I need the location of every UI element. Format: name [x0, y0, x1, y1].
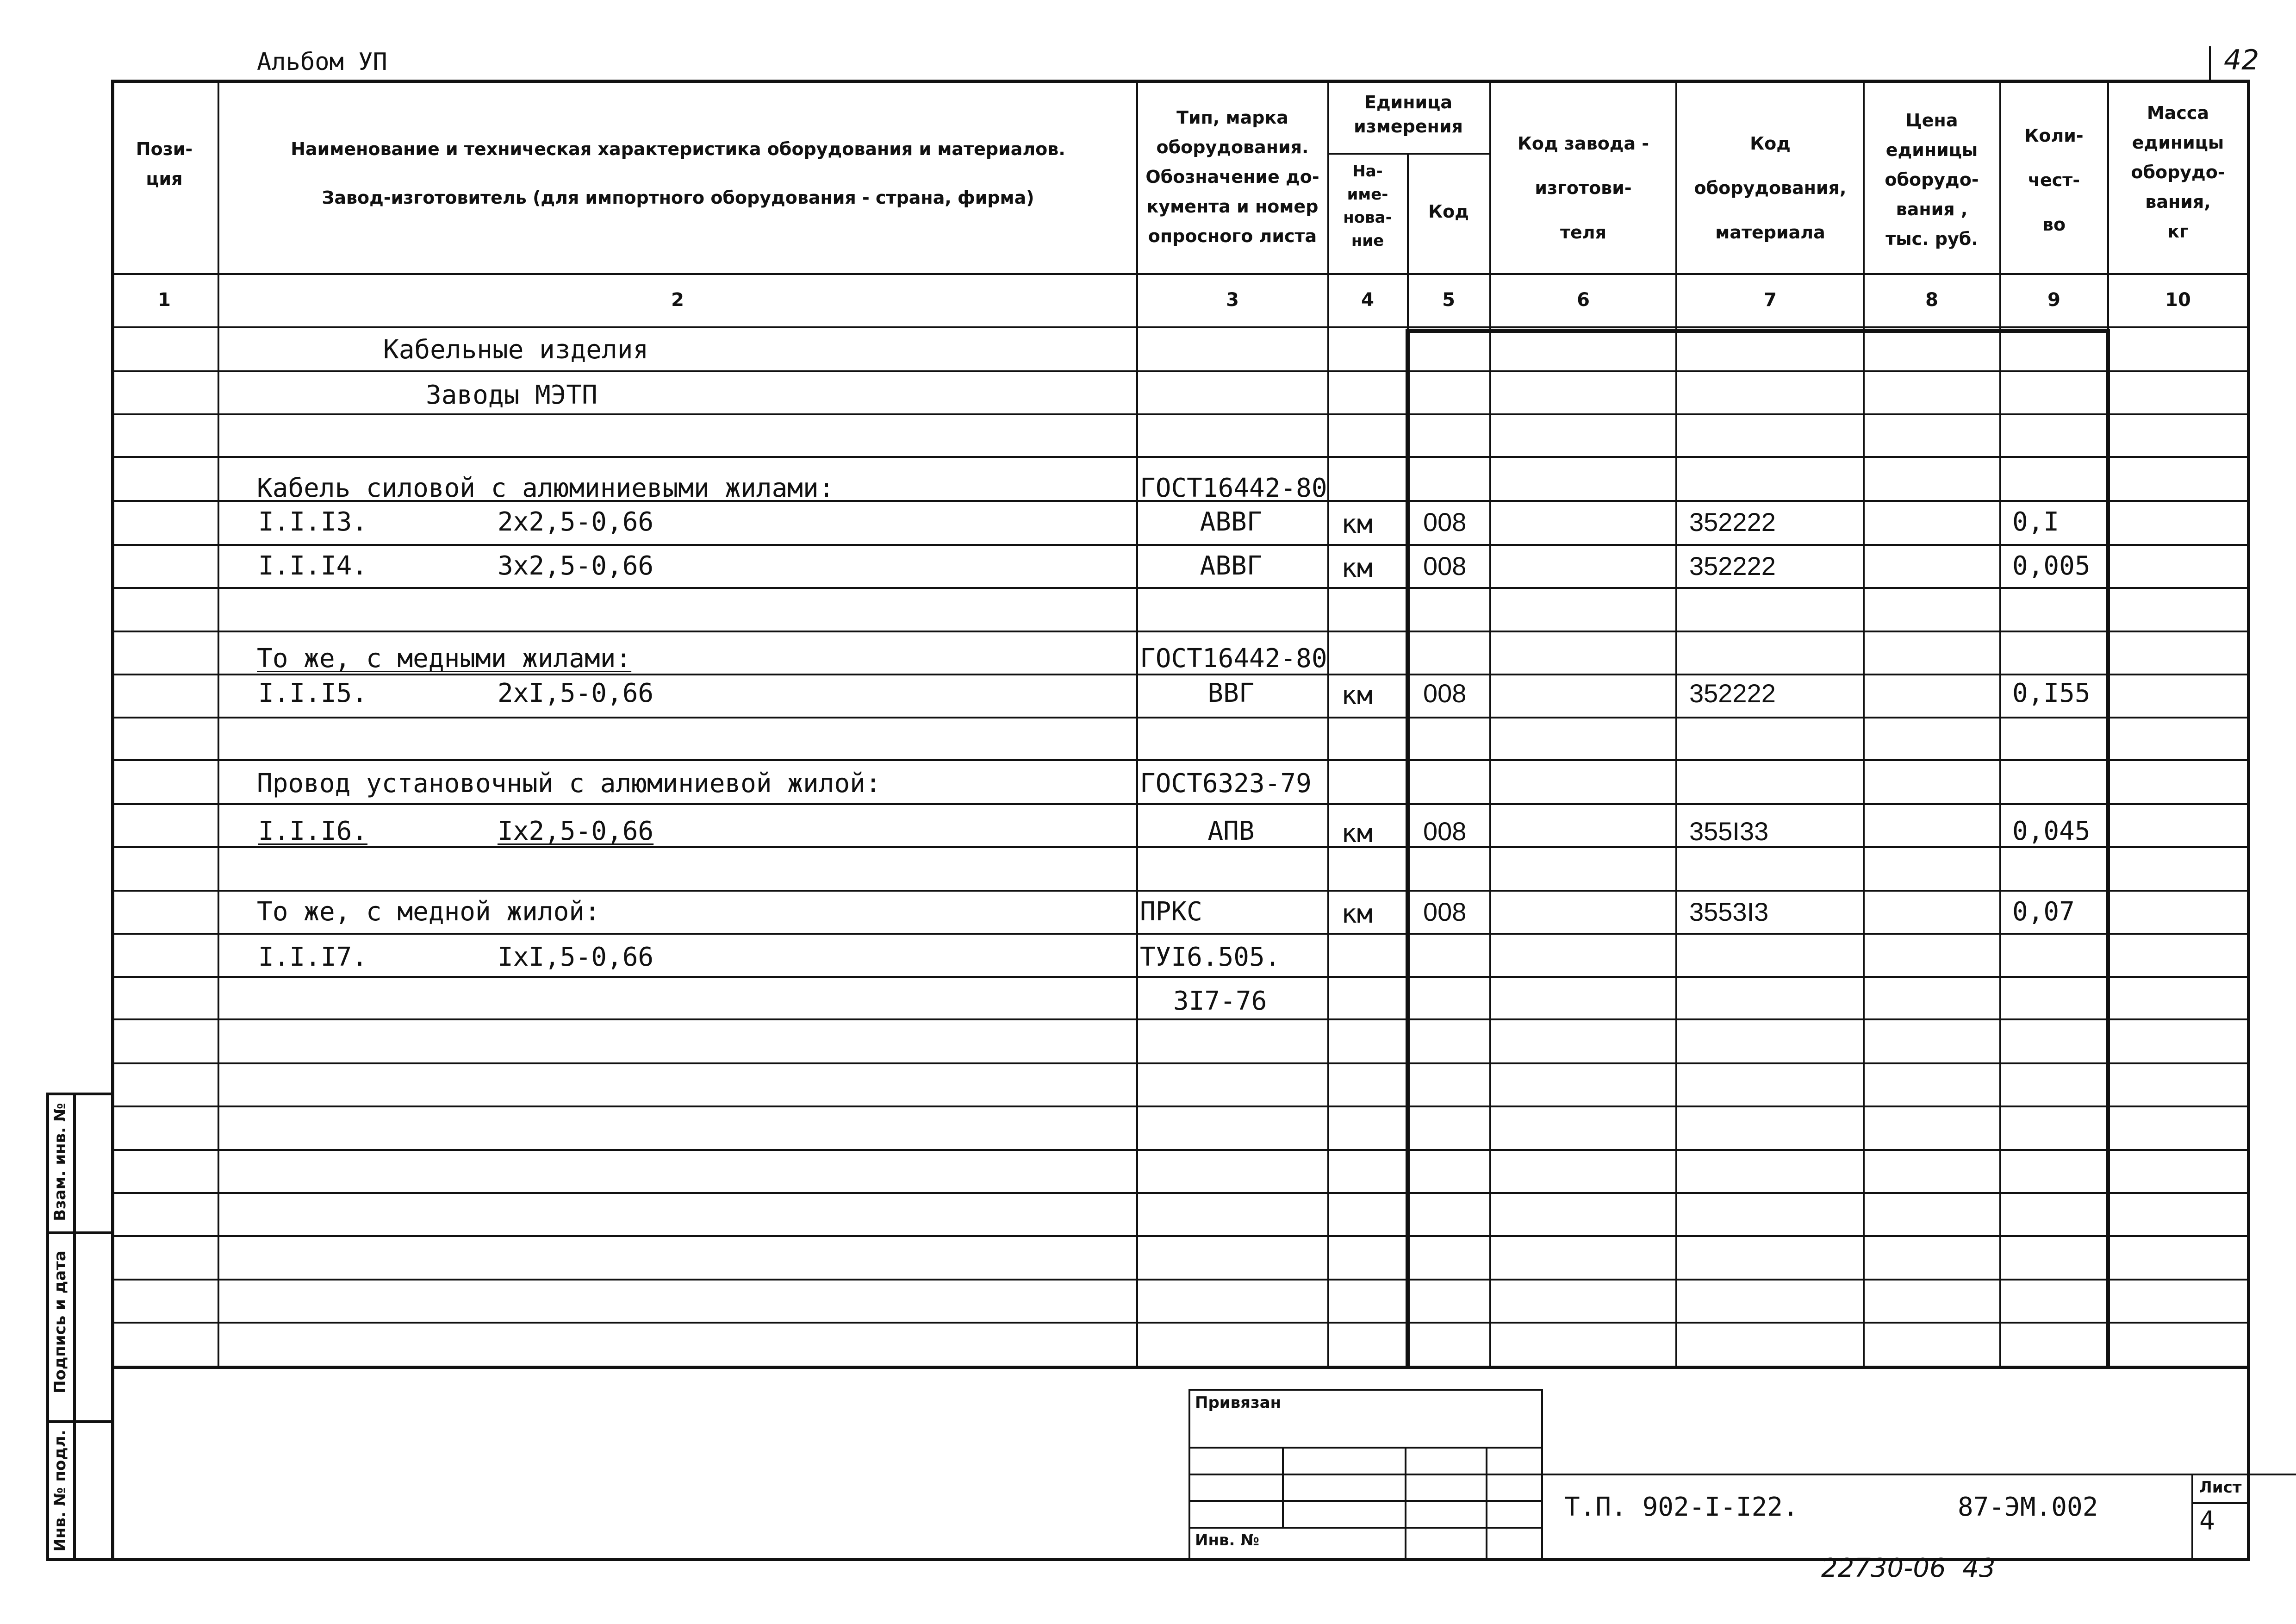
header-col8: Цена единицы оборудо- вания , тыс. руб. — [1885, 110, 1979, 249]
doc-ref: ГОСТ16442-80 — [1140, 643, 1327, 674]
equipment-code: 355I33 — [1689, 817, 1769, 846]
item-group-name: То же, с медной жилой: — [257, 897, 600, 927]
unit-code: 008 — [1423, 679, 1467, 708]
col-line-5 — [1489, 80, 1491, 1367]
unit: км — [1341, 509, 1373, 539]
footer-note: 22730-06 43 — [1821, 1553, 1996, 1583]
stamp-privyazan: Привязан — [1195, 1393, 1282, 1412]
frame-right — [2247, 80, 2250, 1559]
position: I.I.I6. — [258, 816, 368, 846]
equipment-code: 352222 — [1689, 507, 1776, 537]
position: I.I.I4. — [258, 551, 368, 581]
row-line — [111, 1018, 2249, 1020]
unit: км — [1341, 818, 1373, 849]
position: I.I.I3. — [258, 507, 368, 537]
colnum-10: 10 — [2165, 289, 2191, 311]
equipment-code: 352222 — [1689, 679, 1776, 708]
subsection-title: Заводы МЭТП — [426, 380, 597, 410]
colnum-4: 4 — [1361, 289, 1374, 311]
equipment-code: 3553I3 — [1689, 897, 1769, 926]
album-label: Альбом УП — [257, 48, 387, 76]
colnum-bottom-line — [111, 326, 2249, 328]
size-spec: 3х2,5-0,66 — [498, 551, 654, 581]
header-col10: Масса единицы оборудо- вания, кг — [2131, 103, 2225, 242]
header-col9: Коли- чест- во — [2024, 125, 2084, 235]
position: I.I.I5. — [258, 678, 368, 708]
col-line-2 — [1136, 80, 1138, 1367]
unit-code: 008 — [1423, 817, 1467, 846]
row-line — [111, 890, 2249, 892]
row-line — [111, 1192, 2249, 1194]
header-col3: Тип, марка оборудования. Обозначение до- кумента и номер опросного листа — [1145, 107, 1319, 246]
sidebar-outer-line — [46, 1093, 49, 1559]
colnum-9: 9 — [2047, 289, 2060, 311]
row-line — [111, 1106, 2249, 1107]
sheet-box-left — [2191, 1474, 2193, 1559]
header-col6: Код завода - изготови- теля — [1517, 133, 1649, 243]
doc-ref: ПРКС — [1140, 897, 1202, 927]
item-group-name: Кабель силовой с алюминиевыми жилами: — [257, 473, 834, 503]
row-line — [111, 1279, 2249, 1280]
equipment-code: 352222 — [1689, 551, 1776, 581]
row-line — [111, 370, 2249, 372]
stamp-col — [1282, 1447, 1284, 1527]
quantity: 0,I55 — [2012, 678, 2091, 708]
row-line — [111, 976, 2249, 978]
sheet-number: 4 — [2199, 1506, 2215, 1536]
row-line — [111, 759, 2249, 761]
sheet-label: Лист — [2199, 1478, 2242, 1497]
unit-code: 008 — [1423, 897, 1467, 926]
stamp-col — [1486, 1447, 1487, 1559]
section-title: Кабельные изделия — [383, 335, 649, 365]
quantity: 0,07 — [2012, 897, 2075, 927]
sidebar-sep-1 — [46, 1231, 112, 1234]
row-line — [111, 717, 2249, 718]
header-col7: Код оборудования, материала — [1694, 133, 1847, 243]
sidebar-inv-label: Инв. № подл. — [51, 1430, 69, 1552]
quantity: 0,045 — [2012, 816, 2091, 846]
size-spec: IхI,5-0,66 — [498, 942, 654, 972]
type-mark: ВВГ — [1207, 678, 1255, 708]
col-line-6 — [1675, 80, 1677, 1367]
sidebar-podpis-label: Подпись и дата — [51, 1250, 69, 1393]
header-col1: Пози- ция — [136, 139, 193, 189]
page-number: 42 — [2224, 44, 2259, 76]
row-line — [111, 1322, 2249, 1324]
row-line — [111, 1062, 2249, 1064]
unit-code: 008 — [1423, 551, 1467, 581]
item-group-name: То же, с медными жилами: — [257, 643, 632, 674]
row-line — [111, 631, 2249, 632]
thick-block-top — [1406, 329, 2110, 333]
stamp-line — [1188, 1474, 2296, 1475]
doc-ref: 3I7-76 — [1173, 986, 1267, 1016]
unit: км — [1341, 553, 1373, 583]
colnum-1: 1 — [158, 289, 171, 311]
colnum-2: 2 — [671, 289, 684, 311]
page-number-mark — [2209, 46, 2211, 81]
size-spec: Iх2,5-0,66 — [498, 816, 654, 846]
colnum-5: 5 — [1442, 289, 1455, 311]
row-line — [111, 1149, 2249, 1151]
type-mark: АВВГ — [1200, 551, 1263, 581]
stamp-col — [1405, 1447, 1406, 1559]
sidebar-inner-line — [73, 1093, 76, 1559]
unit: км — [1341, 681, 1373, 711]
row-line — [111, 544, 2249, 546]
row-line — [111, 1235, 2249, 1237]
row-line — [111, 413, 2249, 415]
doc-ref: ГОСТ16442-80 — [1140, 473, 1327, 503]
type-mark: АПВ — [1207, 816, 1255, 846]
frame-top — [111, 80, 2249, 83]
stamp-top — [1188, 1389, 1541, 1391]
row-line — [111, 674, 2249, 675]
col-line-8 — [1999, 80, 2001, 1367]
row-line — [111, 846, 2249, 848]
colnum-6: 6 — [1577, 289, 1590, 311]
stamp-line — [1188, 1447, 1541, 1449]
col-line-1 — [218, 80, 219, 1367]
row-line — [111, 456, 2249, 458]
header-col2: Наименование и техническая характеристика оборудования и материалов. Завод-изготовитель (для импортного оборудования - страна, фирма) — [291, 139, 1065, 208]
size-spec: 2хI,5-0,66 — [498, 678, 654, 708]
quantity: 0,I — [2012, 507, 2060, 537]
header-col4: На- име- нова- ние — [1343, 162, 1392, 250]
unit: км — [1341, 899, 1373, 929]
colnum-8: 8 — [1925, 289, 1938, 311]
col-line-7 — [1863, 80, 1865, 1367]
col-line-3 — [1327, 80, 1329, 1367]
unit-code: 008 — [1423, 507, 1467, 537]
sidebar-vzam-label: Взам. инв. № — [51, 1103, 69, 1221]
table-bottom-line — [111, 1366, 2249, 1369]
sheet-box-mid — [2191, 1502, 2249, 1504]
quantity: 0,005 — [2012, 551, 2091, 581]
header-unit-group: Единица измерения — [1354, 92, 1463, 137]
colnum-3: 3 — [1226, 289, 1239, 311]
colnum-7: 7 — [1764, 289, 1777, 311]
doc-ref: ГОСТ6323-79 — [1140, 768, 1312, 799]
doc-ref: ТУI6.505. — [1140, 942, 1281, 972]
header-col5: Код — [1428, 201, 1469, 222]
stamp-line — [1188, 1500, 1541, 1502]
stamp-designation-left: Т.П. 902-I-I22. — [1564, 1492, 1798, 1522]
item-group-name: Провод установочный с алюминиевой жилой: — [257, 768, 881, 799]
header-bottom-line — [111, 273, 2249, 275]
stamp-inv-no: Инв. № — [1195, 1531, 1260, 1549]
stamp-designation-right: 87-ЭМ.002 — [1958, 1492, 2098, 1522]
size-spec: 2х2,5-0,66 — [498, 507, 654, 537]
row-line — [111, 933, 2249, 935]
position: I.I.I7. — [258, 942, 368, 972]
type-mark: АВВГ — [1200, 507, 1263, 537]
row-line — [111, 803, 2249, 805]
row-line — [111, 587, 2249, 589]
